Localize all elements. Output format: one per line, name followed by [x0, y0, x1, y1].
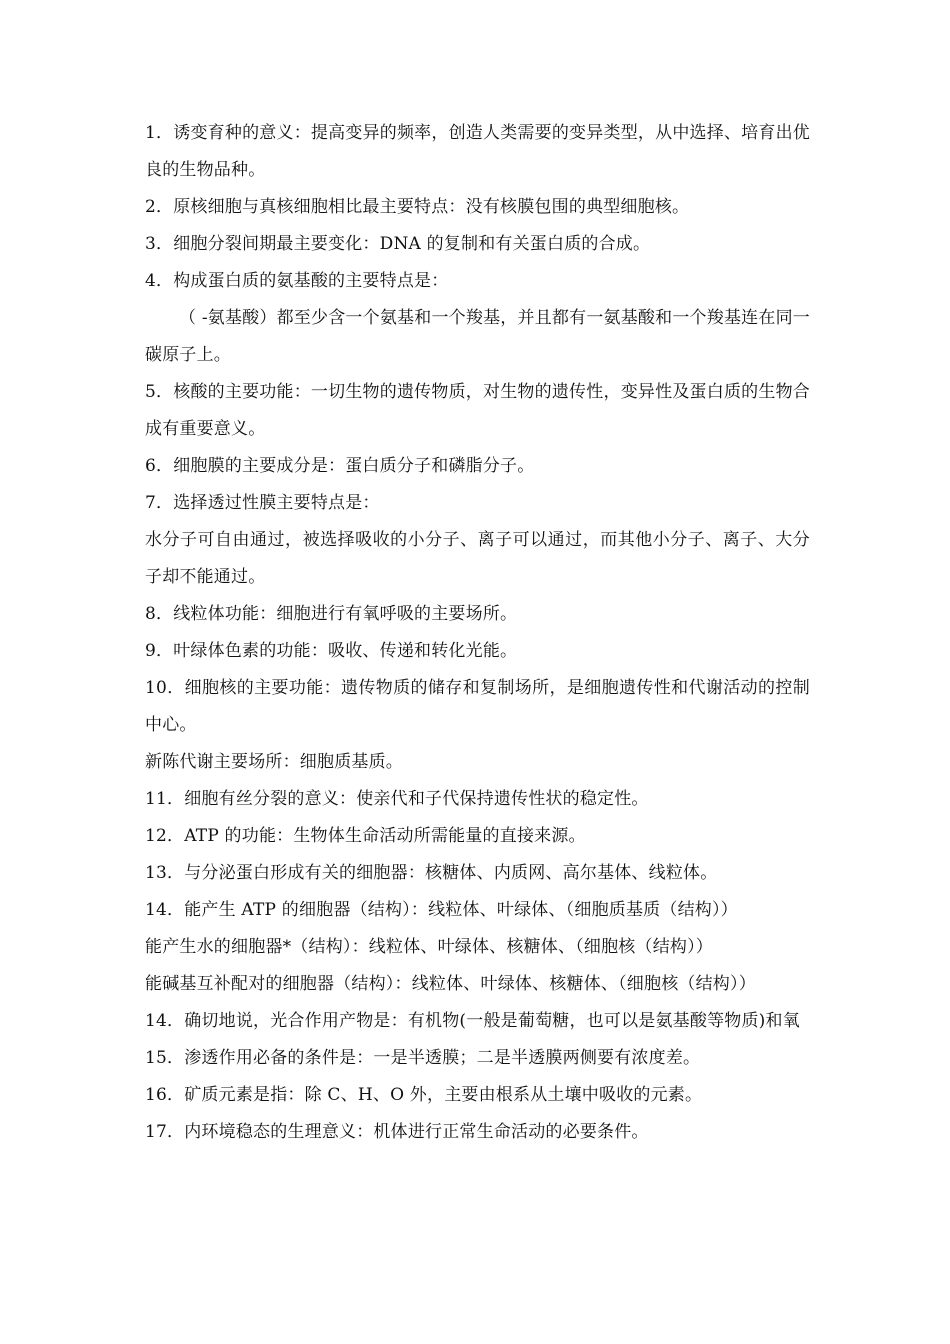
- paragraph-14d: 14．确切地说，光合作用产物是：有机物(一般是葡萄糖，也可以是氨基酸等物质)和氧: [145, 1011, 800, 1031]
- paragraph-2: 2．原核细胞与真核细胞相比最主要特点：没有核膜包围的典型细胞核。: [145, 197, 690, 217]
- paragraph-10: 10．细胞核的主要功能：遗传物质的储存和复制场所，是细胞遗传性和代谢活动的控制中心。: [145, 678, 810, 735]
- paragraph-17: 17．内环境稳态的生理意义：机体进行正常生命活动的必要条件。: [145, 1122, 649, 1142]
- paragraph-9: 9．叶绿体色素的功能：吸收、传递和转化光能。: [145, 641, 518, 661]
- paragraph-11: 11．细胞有丝分裂的意义：使亲代和子代保持遗传性状的稳定性。: [145, 789, 649, 809]
- paragraph-7: 7．选择透过性膜主要特点是：: [145, 493, 380, 513]
- paragraph-14c: 能碱基互补配对的细胞器（结构）：线粒体、叶绿体、核糖体、（细胞核（结构））: [145, 974, 756, 994]
- paragraph-4: 4．构成蛋白质的氨基酸的主要特点是：: [145, 271, 449, 291]
- paragraph-14a: 14．能产生 ATP 的细胞器（结构）：线粒体、叶绿体、（细胞质基质（结构））: [145, 900, 738, 920]
- paragraph-1: 1．诱变育种的意义：提高变异的频率，创造人类需要的变异类型，从中选择、培育出优良的生物品种。: [145, 123, 810, 180]
- paragraph-14b: 能产生水的细胞器*（结构）：线粒体、叶绿体、核糖体、（细胞核（结构））: [145, 937, 713, 957]
- paragraph-12: 12．ATP 的功能：生物体生命活动所需能量的直接来源。: [145, 826, 586, 846]
- paragraph-8: 8．线粒体功能：细胞进行有氧呼吸的主要场所。: [145, 604, 518, 624]
- paragraph-7-detail: 水分子可自由通过，被选择吸收的小分子、离子可以通过，而其他小分子、离子、大分子却不能通过。: [145, 530, 810, 587]
- paragraph-5: 5．核酸的主要功能：一切生物的遗传物质，对生物的遗传性，变异性及蛋白质的生物合成有重要意义。: [145, 382, 810, 439]
- document-body: [145, 115, 810, 1151]
- paragraph-10-note: 新陈代谢主要场所：细胞质基质。: [145, 752, 403, 772]
- paragraph-3: 3．细胞分裂间期最主要变化：DNA 的复制和有关蛋白质的合成。: [145, 234, 651, 254]
- paragraph-6: 6．细胞膜的主要成分是：蛋白质分子和磷脂分子。: [145, 456, 535, 476]
- paragraph-16: 16．矿质元素是指：除 C、H、O 外，主要由根系从土壤中吸收的元素。: [145, 1085, 703, 1105]
- paragraph-15: 15．渗透作用必备的条件是：一是半透膜；二是半透膜两侧要有浓度差。: [145, 1048, 701, 1068]
- paragraph-4-detail: （ -氨基酸）都至少含一个氨基和一个羧基，并且都有一氨基酸和一个羧基连在同一碳原子上。: [145, 308, 810, 365]
- paragraph-13: 13．与分泌蛋白形成有关的细胞器：核糖体、内质网、高尔基体、线粒体。: [145, 863, 718, 883]
